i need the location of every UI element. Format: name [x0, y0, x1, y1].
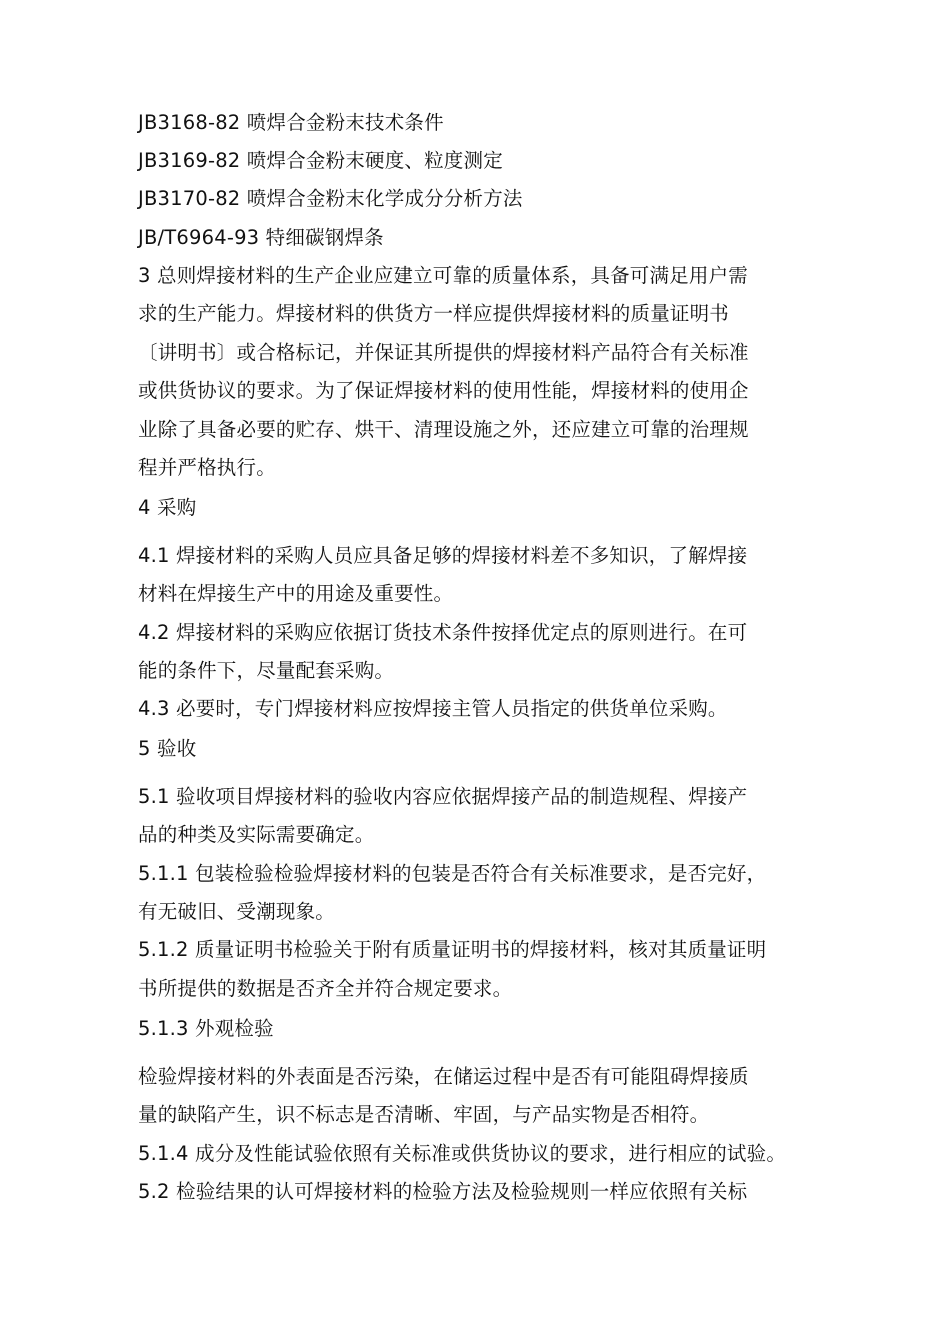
- text-line: 材料在焊接生产中的用途及重要性。: [138, 582, 454, 605]
- text-line: 有无破旧、受潮现象。: [138, 900, 336, 923]
- text-line: 求的生产能力。焊接材料的供货方一样应提供焊接材料的质量证明书: [138, 302, 730, 325]
- text-line: 5.1.4 成分及性能试验依照有关标准或供货协议的要求，进行相应的试验。: [138, 1142, 787, 1165]
- text-line: 4.2 焊接材料的采购应依据订货技术条件按择优定点的原则进行。在可: [138, 621, 748, 644]
- text-line: 书所提供的数据是否齐全并符合规定要求。: [138, 977, 513, 1000]
- text-line: 〔讲明书〕或合格标记，并保证其所提供的焊接材料产品符合有关标准: [138, 341, 749, 364]
- section-heading: 5.1.3 外观检验: [138, 1017, 274, 1040]
- text-line: 检验焊接材料的外表面是否污染，在储运过程中是否有可能阻碍焊接质: [138, 1065, 749, 1088]
- text-line: 品的种类及实际需要确定。: [138, 823, 375, 846]
- text-line: JB3170-82 喷焊合金粉末化学成分分析方法: [138, 187, 523, 210]
- text-line: 3 总则焊接材料的生产企业应建立可靠的质量体系，具备可满足用户需: [138, 264, 749, 287]
- text-line: JB3168-82 喷焊合金粉末技术条件: [138, 111, 444, 134]
- section-heading: 5 验收: [138, 737, 197, 760]
- text-line: JB/T6964-93 特细碳钢焊条: [138, 226, 384, 249]
- text-line: 5.1 验收项目焊接材料的验收内容应依据焊接产品的制造规程、焊接产: [138, 785, 748, 808]
- text-line: 能的条件下，尽量配套采购。: [138, 659, 395, 682]
- text-line: 4.3 必要时，专门焊接材料应按焊接主管人员指定的供货单位采购。: [138, 697, 728, 720]
- text-line: JB3169-82 喷焊合金粉末硬度、粒度测定: [138, 149, 503, 172]
- text-line: 程并严格执行。: [138, 456, 276, 479]
- text-line: 或供货协议的要求。为了保证焊接材料的使用性能，焊接材料的使用企: [138, 379, 749, 402]
- text-line: 5.2 检验结果的认可焊接材料的检验方法及检验规则一样应依照有关标: [138, 1180, 748, 1203]
- text-line: 业除了具备必要的贮存、烘干、清理设施之外，还应建立可靠的治理规: [138, 418, 749, 441]
- section-heading: 4 采购: [138, 496, 197, 519]
- text-line: 5.1.1 包装检验检验焊接材料的包装是否符合有关标准要求，是否完好，: [138, 862, 767, 885]
- text-line: 5.1.2 质量证明书检验关于附有质量证明书的焊接材料，核对其质量证明: [138, 938, 767, 961]
- text-line: 量的缺陷产生，识不标志是否清晰、牢固，与产品实物是否相符。: [138, 1103, 710, 1126]
- text-line: 4.1 焊接材料的采购人员应具备足够的焊接材料差不多知识，了解焊接: [138, 544, 748, 567]
